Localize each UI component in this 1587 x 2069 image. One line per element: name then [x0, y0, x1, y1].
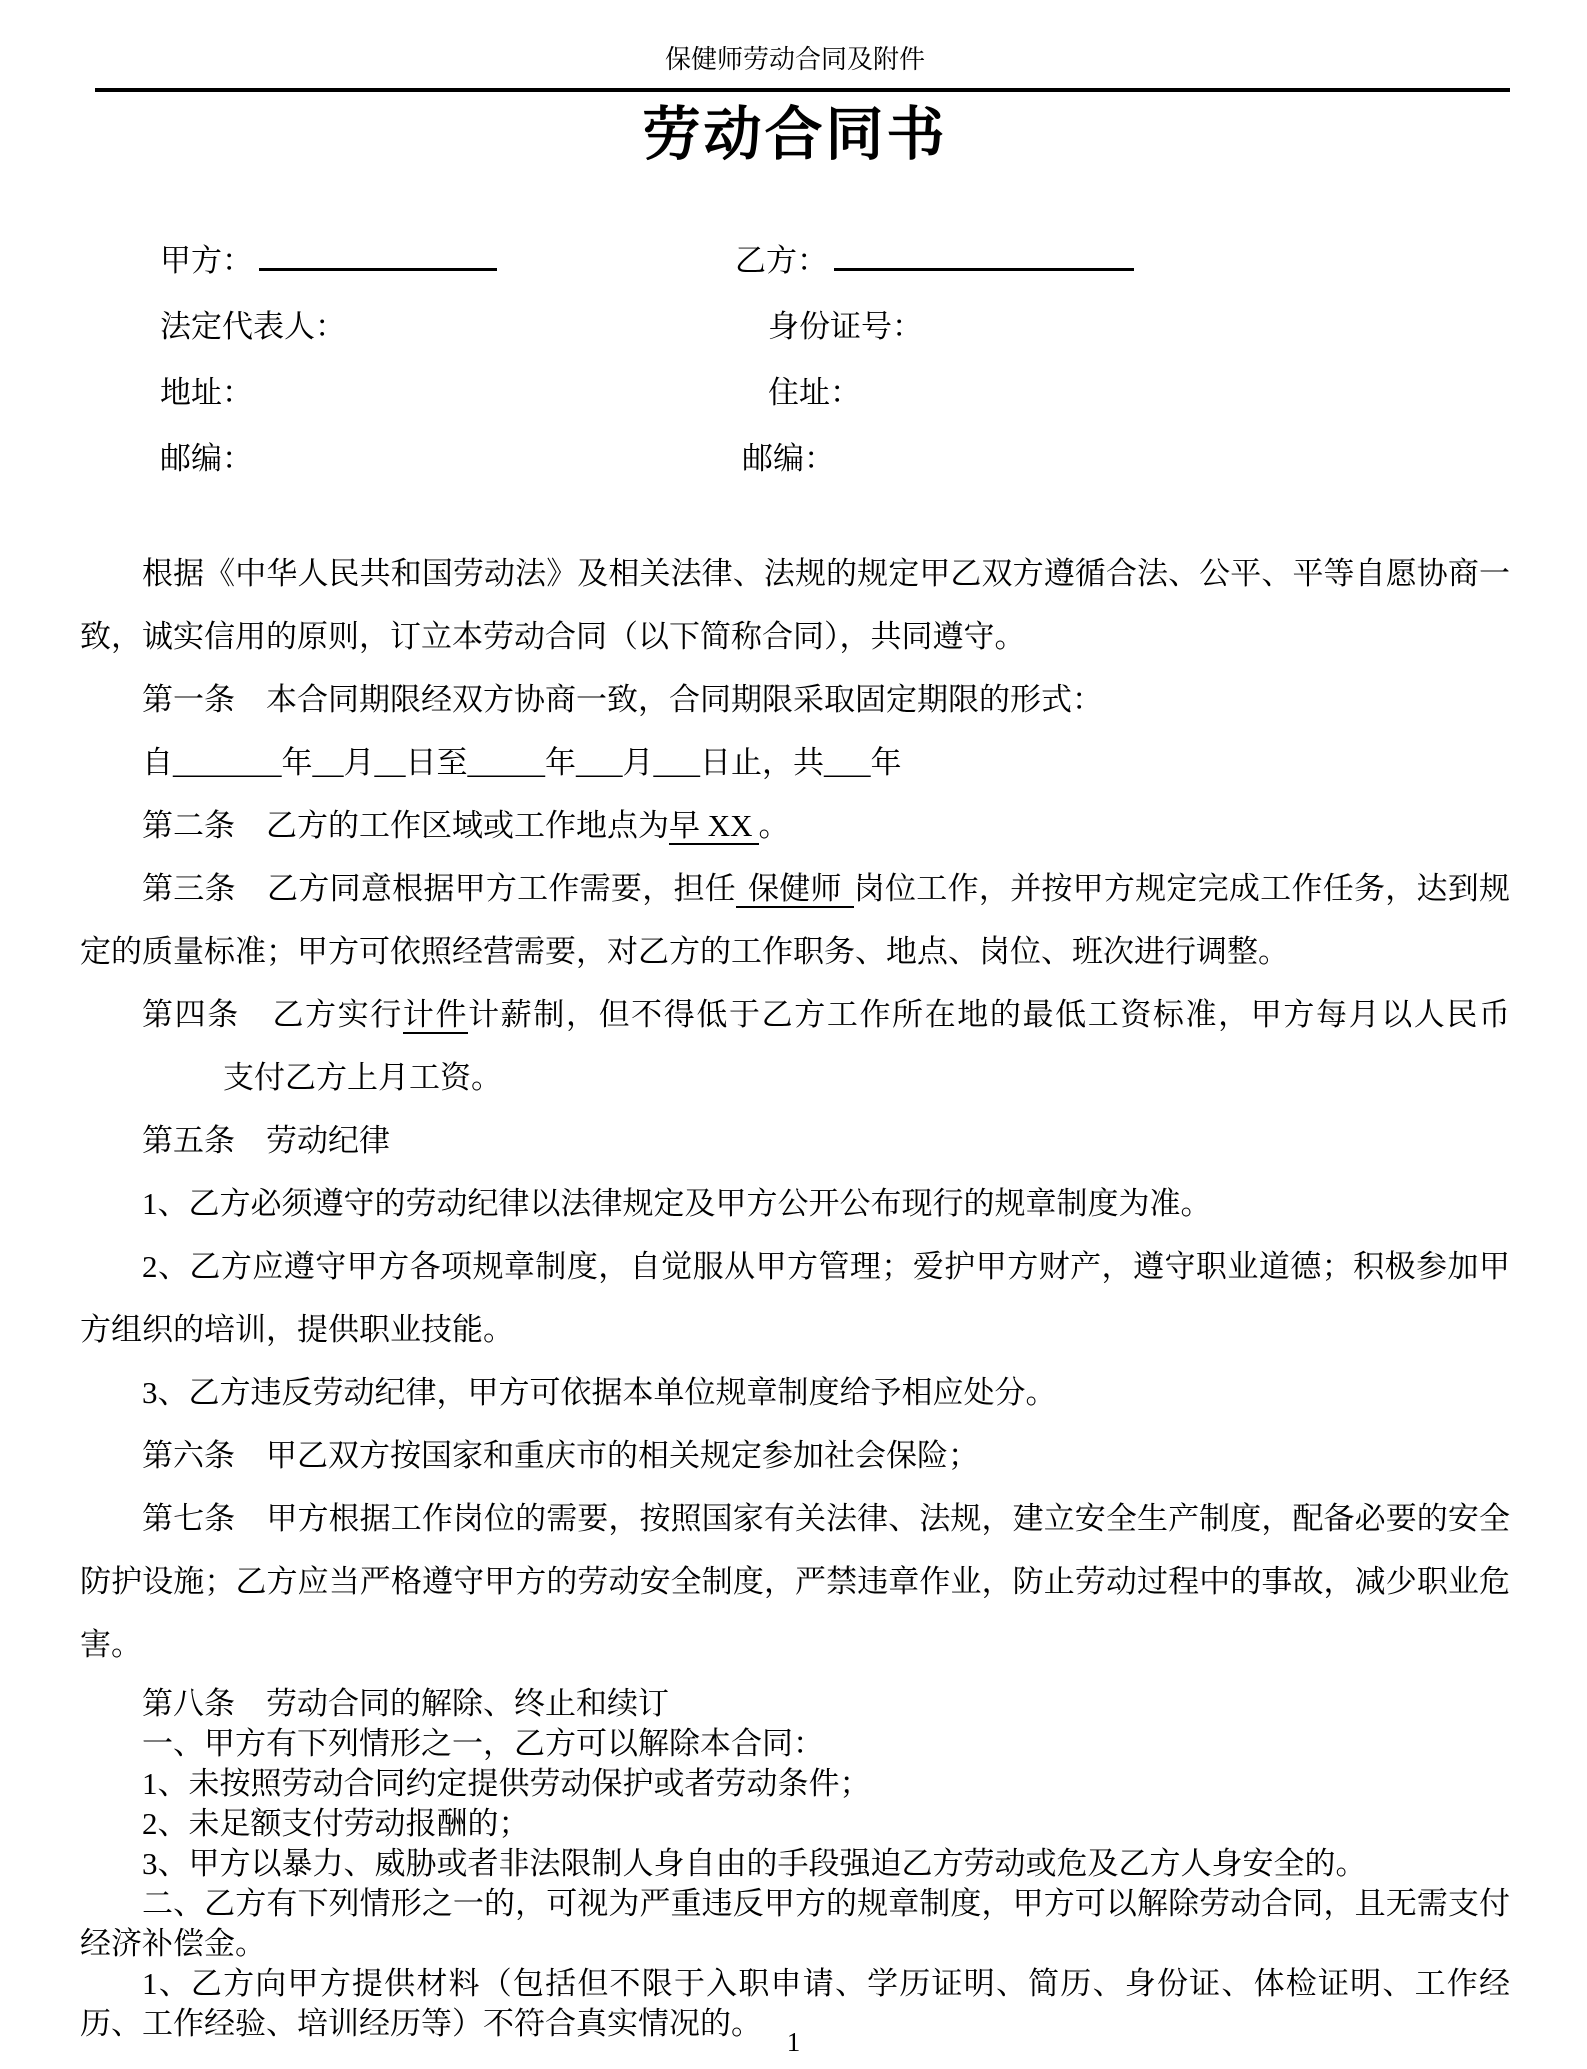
article-4-text: 第四条 乙方实行: [142, 997, 403, 1032]
party-b-label: 乙方：: [735, 243, 828, 278]
article-4-text-cont: 计薪制，但不得低于乙方工作所在地的最低工资标准，甲方每月以人民币: [468, 997, 1511, 1032]
article-3: [80, 857, 1510, 983]
article-5: 第五条 劳动纪律: [142, 1123, 390, 1158]
article-3-text-cont: 岗位工作，并按甲方规定完成工作任务，达到规定的质量标准；甲方可依照经营需要，对乙方的工作职务、地点、岗位、班次进行调整。: [80, 871, 1511, 969]
article-1: 第一条 本合同期限经双方协商一致，合同期限采取固定期限的形式：: [142, 682, 1103, 717]
article-8-clause-2-item-1: 1、乙方向甲方提供材料（包括但不限于入职申请、学历证明、简历、身份证、体检证明、工作经历、工作经验、培训经历等）不符合真实情况的。: [80, 1966, 1510, 2041]
article-8-clause-1: 一、甲方有下列情形之一，乙方可以解除本合同：: [142, 1726, 824, 1761]
intro-paragraph: 根据《中华人民共和国劳动法》及相关法律、法规的规定甲乙双方遵循合法、公平、平等自愿协商一致，诚实信用的原则，订立本劳动合同（以下简称合同），共同遵守。: [80, 556, 1510, 654]
article-8-clause-2: 二、乙方有下列情形之一的，可视为严重违反甲方的规章制度，甲方可以解除劳动合同，且无需支付经济补偿金。: [80, 1886, 1510, 1961]
article-4-underlined-value: 计件: [402, 997, 469, 1032]
legal-rep-label: 法定代表人：: [160, 309, 346, 344]
party-row-address: [80, 360, 1510, 426]
article-5-item-2: 2、乙方应遵守甲方各项规章制度，自觉服从甲方管理；爱护甲方财产，遵守职业道德；积极参加甲方组织的培训，提供职业技能。: [80, 1249, 1510, 1347]
article-1-term-blanks: 自_______年__月__日至_____年___月___日止，共___年: [142, 745, 902, 780]
article-5-item-1: 1、乙方必须遵守的劳动纪律以法律规定及甲方公开公布现行的规章制度为准。: [142, 1186, 1212, 1221]
article-4-continuation: 支付乙方上月工资。: [223, 1060, 502, 1095]
id-number-label: 身份证号：: [768, 309, 923, 344]
party-row-names: [80, 228, 1510, 294]
document-title: 劳动合同书: [642, 102, 948, 167]
residence-label: 住址：: [768, 375, 861, 410]
article-2: [80, 794, 1510, 857]
party-row-postcode: [80, 426, 1510, 492]
party-a-label: 甲方：: [160, 243, 253, 278]
article-8-section: [80, 1684, 1510, 2044]
header-divider-line: [95, 88, 1510, 92]
article-2-text: 第二条 乙方的工作区域或工作地点为: [142, 808, 669, 843]
party-b-field: [735, 228, 1134, 294]
party-a-blank-line: [259, 228, 497, 271]
postcode-a-label: 邮编：: [160, 441, 253, 476]
address-label: 地址：: [160, 375, 253, 410]
page-content: [80, 0, 1510, 2044]
article-6: 第六条 甲乙双方按国家和重庆市的相关规定参加社会保险；: [142, 1438, 979, 1473]
article-4: [80, 983, 1510, 1046]
article-8-clause-1-item-1: 1、未按照劳动合同约定提供劳动保护或者劳动条件；: [142, 1766, 871, 1801]
page-number: 1: [786, 2027, 801, 2057]
article-3-underlined-position: 保健师: [736, 871, 854, 908]
party-b-blank-line: [834, 228, 1134, 271]
party-row-rep-id: [80, 294, 1510, 360]
article-3-text: 第三条 乙方同意根据甲方工作需要，担任: [142, 871, 736, 906]
article-5-item-3: 3、乙方违反劳动纪律，甲方可依据本单位规章制度给予相应处分。: [142, 1375, 1057, 1410]
party-a-field: [160, 228, 497, 294]
article-8-clause-1-item-2: 2、未足额支付劳动报酬的；: [142, 1806, 530, 1841]
article-7: 第七条 甲方根据工作岗位的需要，按照国家有关法律、法规，建立安全生产制度，配备必要的安全防护设施；乙方应当严格遵守甲方的劳动安全制度，严禁违章作业，防止劳动过程中的事故，减少职业危害。: [80, 1501, 1510, 1662]
party-info-section: [80, 228, 1510, 492]
document-header-note: 保健师劳动合同及附件: [664, 44, 925, 74]
postcode-b-label: 邮编：: [742, 441, 835, 476]
contract-body: [80, 542, 1510, 1676]
article-8-clause-1-item-3: 3、甲方以暴力、威胁或者非法限制人身自由的手段强迫乙方劳动或危及乙方人身安全的。: [142, 1846, 1367, 1881]
article-2-underlined-value: 早 XX: [669, 808, 759, 845]
article-2-period: 。: [758, 808, 790, 843]
article-8-heading: 第八条 劳动合同的解除、终止和续订: [142, 1686, 669, 1721]
